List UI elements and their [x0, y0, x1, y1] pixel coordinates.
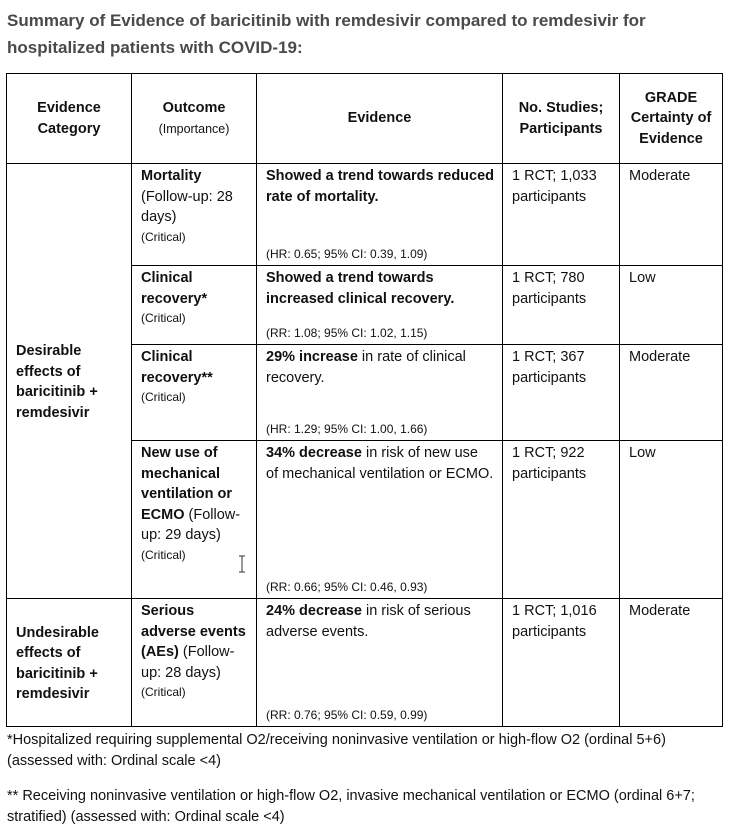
outcome-importance: (Critical) — [141, 311, 186, 325]
grade-cell: Moderate — [620, 345, 723, 441]
evidence-emphasis: Showed a trend towards increased clinical recovery. — [266, 270, 455, 307]
outcome-importance: (Critical) — [141, 685, 186, 699]
table-row — [7, 164, 723, 266]
grade-cell: Low — [620, 266, 723, 345]
evidence-emphasis: 24% decrease — [266, 603, 362, 619]
studies-cell: 1 RCT; 367 participants — [503, 345, 620, 441]
outcome-detail: (Follow-up: 28 days) — [141, 188, 233, 225]
outcome-name: New use of mechanical ventilation or ECMO — [141, 445, 233, 523]
outcome-name: Mortality — [141, 168, 202, 184]
header-outcome — [132, 74, 257, 164]
page-title: Summary of Evidence of baricitinib with remdesivir compared to remdesivir for hospitalized patients with COVID-19: — [7, 11, 646, 57]
evidence-cell — [257, 164, 503, 266]
evidence-detail: in rate of clinical recovery. — [266, 349, 466, 386]
outcome-name: Clinical recovery** — [141, 349, 213, 386]
evidence-cell — [257, 345, 503, 441]
grade-cell: Moderate — [620, 164, 723, 266]
outcome-name: Clinical recovery* — [141, 270, 208, 307]
outcome-cell — [132, 266, 257, 345]
outcome-detail: (Follow-up: 29 days) — [141, 506, 241, 543]
header-studies: No. Studies; Participants — [503, 74, 620, 164]
outcome-name: Serious adverse events (AEs) — [141, 603, 246, 660]
evidence-emphasis: Showed a trend towards reduced rate of mortality. — [266, 168, 495, 205]
evidence-detail: in risk of new use of mechanical ventilation or ECMO. — [266, 445, 494, 482]
evidence-stat: (RR: 0.66; 95% CI: 0.46, 0.93) — [266, 579, 428, 594]
outcome-cell — [132, 345, 257, 441]
header-category: Evidence Category — [7, 74, 132, 164]
studies-cell: 1 RCT; 922 participants — [503, 441, 620, 599]
outcome-cell — [132, 164, 257, 266]
outcome-importance: (Critical) — [141, 229, 186, 244]
header-row — [7, 74, 723, 164]
studies-cell: 1 RCT; 1,016 participants — [503, 599, 620, 727]
grade-cell: Moderate — [620, 599, 723, 727]
footnote-1: *Hospitalized requiring supplemental O2/receiving noninvasive ventilation or high-flow O2 (ordinal 5+6) (assessed with: Ordinal scale <4) — [7, 732, 666, 769]
text-cursor-icon — [238, 555, 246, 573]
evidence-cell — [257, 266, 503, 345]
outcome-detail: (Follow-up: 28 days) — [141, 644, 235, 681]
table-row — [7, 599, 723, 727]
evidence-table — [6, 73, 723, 727]
evidence-stat: (HR: 1.29; 95% CI: 1.00, 1.66) — [266, 421, 428, 436]
evidence-stat: (RR: 0.76; 95% CI: 0.59, 0.99) — [266, 707, 428, 722]
category-desirable: Desirable effects of baricitinib + remdesivir — [7, 164, 132, 599]
evidence-stat: (HR: 0.65; 95% CI: 0.39, 1.09) — [266, 246, 428, 261]
grade-cell: Low — [620, 441, 723, 599]
outcome-importance: (Critical) — [141, 390, 186, 404]
header-outcome-label: Outcome — [162, 100, 226, 116]
evidence-stat: (RR: 1.08; 95% CI: 1.02, 1.15) — [266, 325, 428, 340]
outcome-importance: (Critical) — [141, 547, 186, 562]
studies-cell: 1 RCT; 780 participants — [503, 266, 620, 345]
outcome-cell — [132, 599, 257, 727]
evidence-cell — [257, 599, 503, 727]
evidence-cell — [257, 441, 503, 599]
category-undesirable: Undesirable effects of baricitinib + remdesivir — [7, 599, 132, 727]
evidence-emphasis: 29% increase — [266, 349, 358, 365]
evidence-emphasis: 34% decrease — [266, 445, 362, 461]
evidence-detail: in risk of serious adverse events. — [266, 603, 471, 640]
header-grade: GRADE Certainty of Evidence — [620, 74, 723, 164]
footnote-2: ** Receiving noninvasive ventilation or high-flow O2, invasive mechanical ventilation or ECMO (ordinal 6+7; stratified) (assessed with: Ordinal scale <4) — [7, 788, 695, 825]
outcome-cell — [132, 441, 257, 599]
header-evidence: Evidence — [257, 74, 503, 164]
header-outcome-sub: (Importance) — [158, 121, 230, 136]
studies-cell: 1 RCT; 1,033 participants — [503, 164, 620, 266]
